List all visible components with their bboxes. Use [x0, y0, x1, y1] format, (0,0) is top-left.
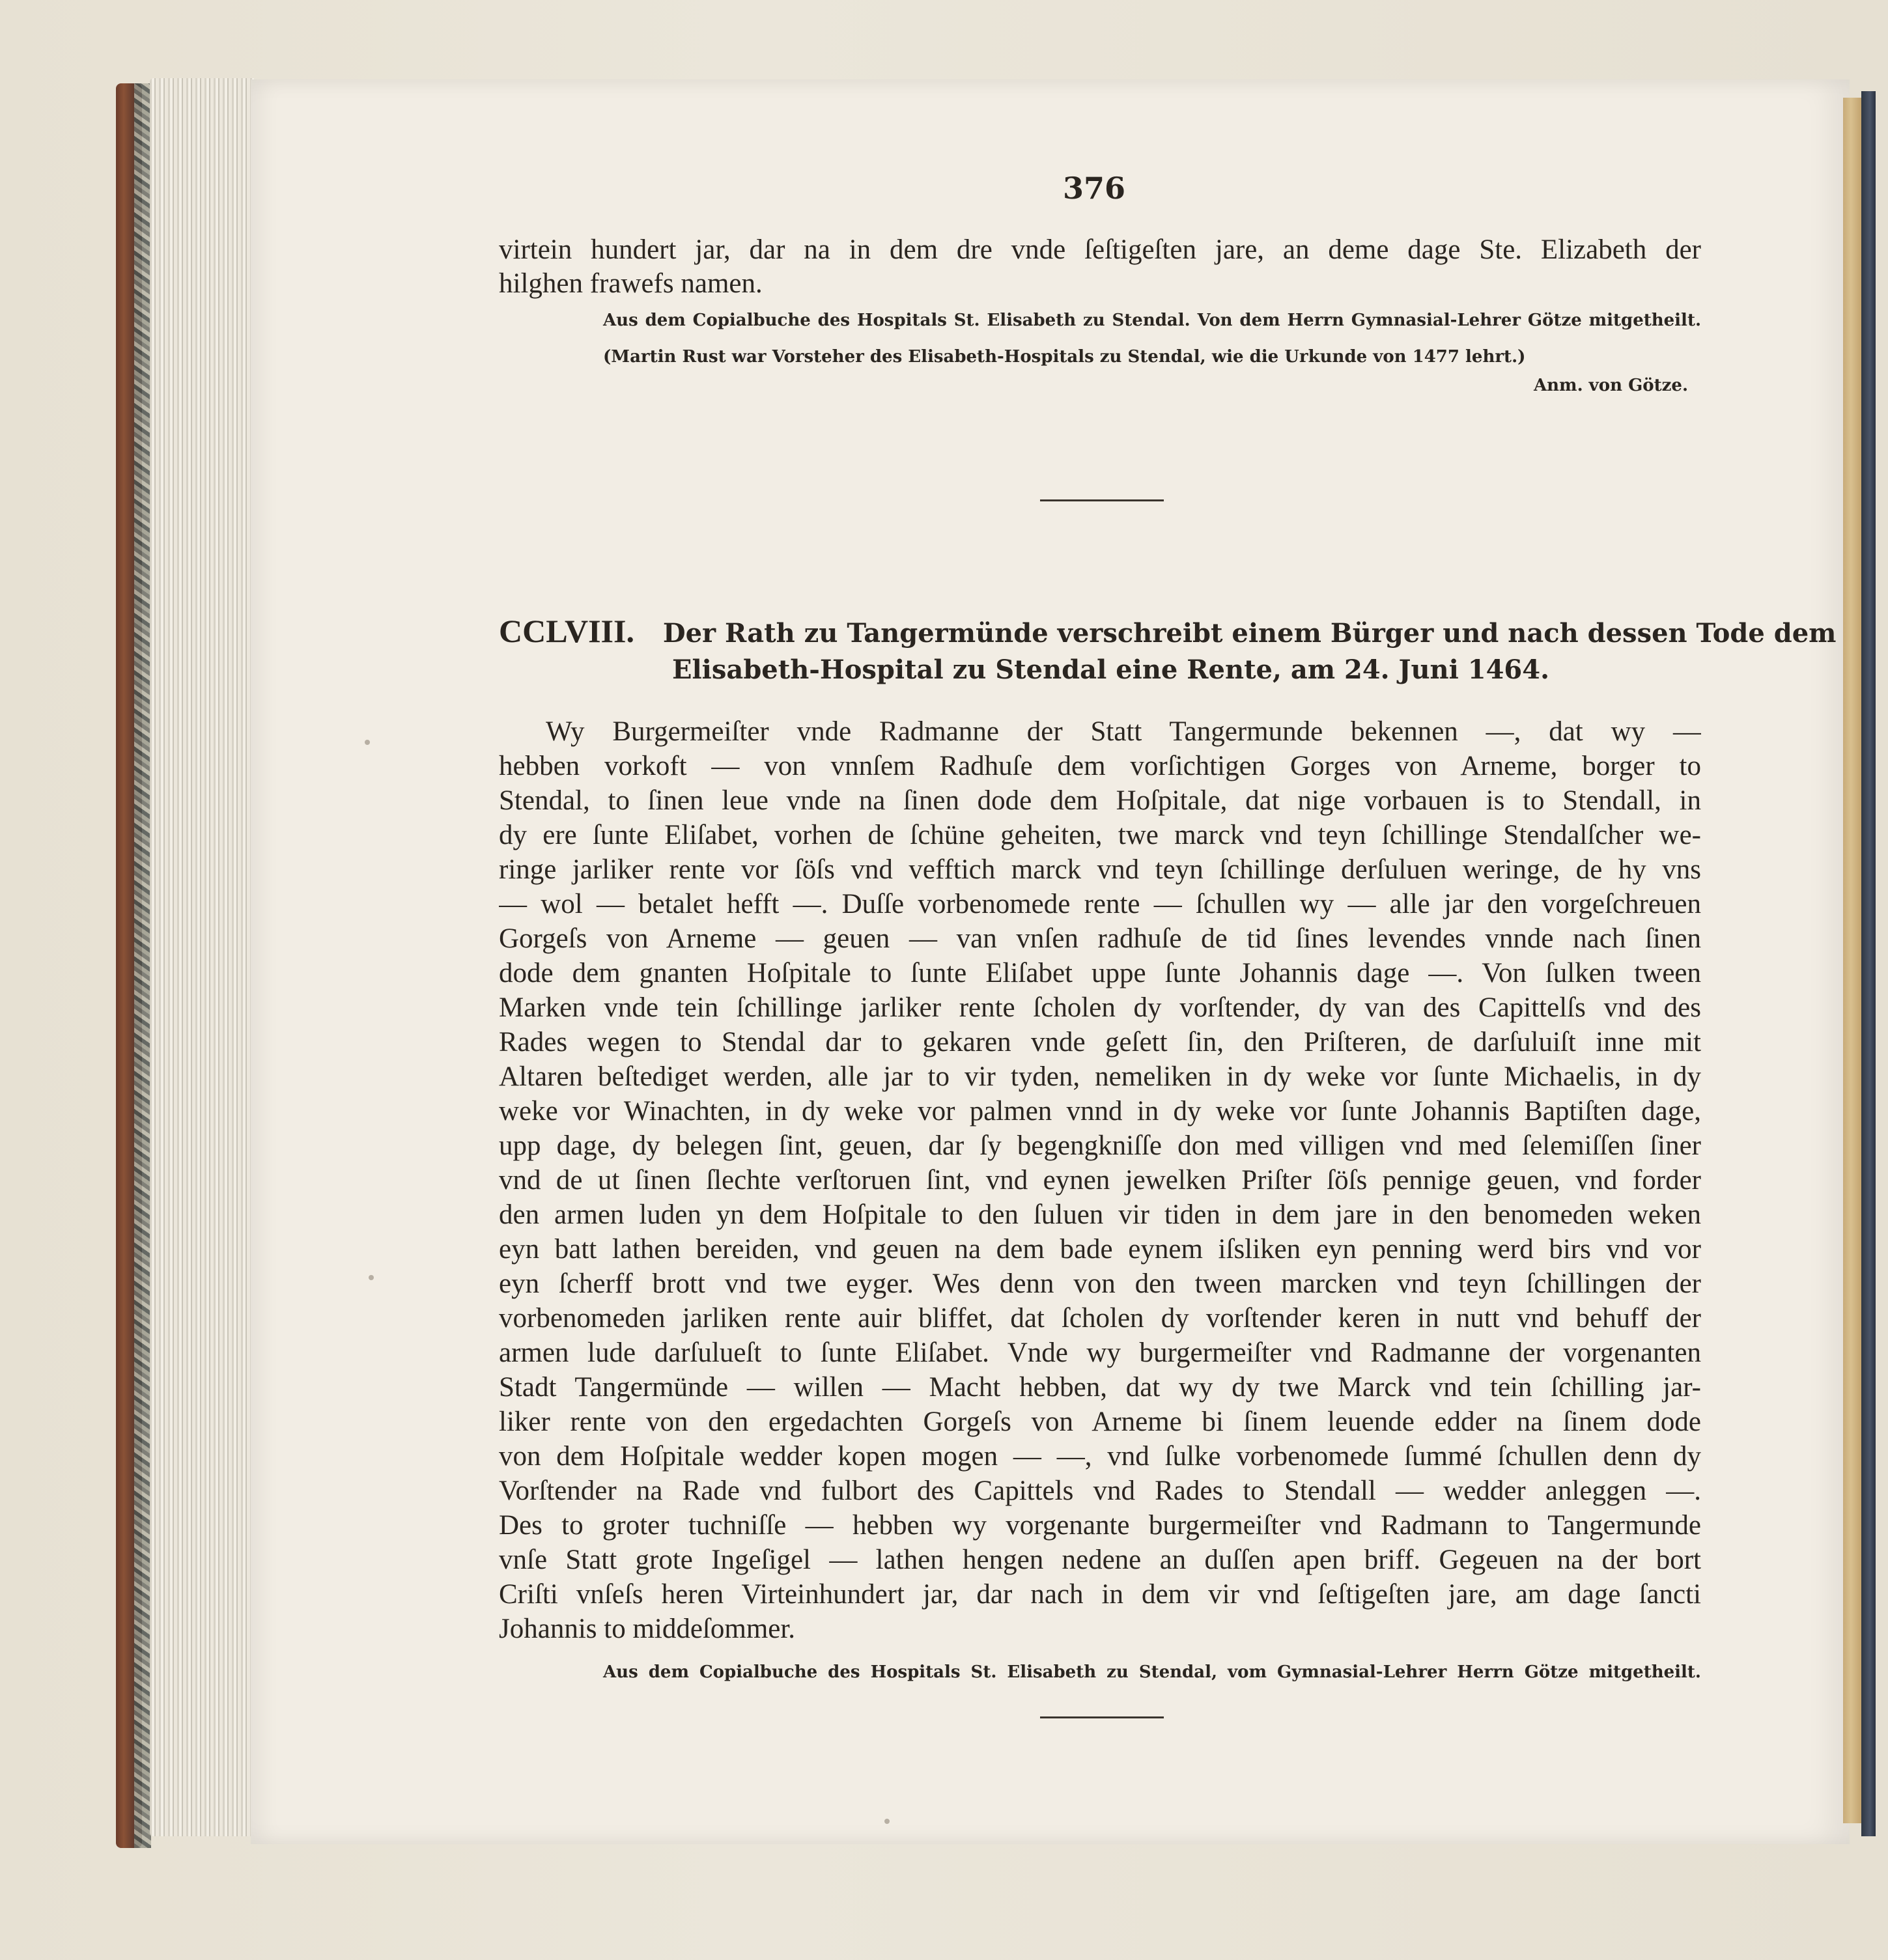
text-line: upp dage, dy belegen ſint, geuen, dar ſy begengkniſſe don med villigen vnd med ſelemiſſen ſiner — [499, 1130, 1701, 1161]
text-line: virtein hundert jar, dar na in dem dre vnde ſeſtigeſten jare, an deme dage Ste. Elizabeth der — [499, 234, 1701, 265]
text-line: Rades wegen to Stendal dar to gekaren vnde geſett ſin, den Priſteren, de darſuluiſt inne mit — [499, 1027, 1701, 1057]
text-line: Marken vnde tein ſchillinge jarliker rente ſcholen dy vorſtender, dy van des Capittelſs vnd des — [499, 992, 1701, 1023]
text-line: Gorgeſs von Arneme — geuen — van vnſen radhuſe de tid ſines levendes vnnde nach ſinen — [499, 923, 1701, 954]
document-numeral: CCLVIII. — [499, 613, 634, 649]
text-line: Des to groter tuchniſſe — hebben wy vorgenante burgermeiſter vnd Radmann to Tangermunde — [499, 1510, 1701, 1541]
text-line: dy ere ſunte Eliſabet, vorhen de ſchüne geheiten, twe marck vnd teyn ſchillinge Stendalſcher we- — [499, 820, 1701, 850]
remark-author: Anm. von Götze. — [1533, 376, 1688, 395]
text-line: weke vor Winachten, in dy weke vor palmen vnnd in dy weke vor ſunte Johannis Baptiſten dage, — [499, 1096, 1701, 1127]
text-line: — wol — betalet hefft —. Duſſe vorbenomede rente — ſchullen wy — alle jar den vorgeſchreuen — [499, 889, 1701, 919]
paper-speck — [884, 1819, 890, 1824]
text-line: Criſti vnſeſs heren Virteinhundert jar, dar nach in dem vir vnd ſeſtigeſten jare, am dage ſancti — [499, 1579, 1701, 1610]
page-number: 376 — [1062, 171, 1126, 206]
text-line: den armen luden yn dem Hoſpitale to den ſuluen vir tiden in dem jare in den benomeden weken — [499, 1199, 1701, 1230]
heading-line-2: Elisabeth-Hospital zu Stendal eine Rente, am 24. Juni 1464. — [672, 654, 1549, 685]
paper-speck — [365, 740, 370, 745]
text-line: vnſe Statt grote Ingeſigel — lathen hengen nedene an duſſen apen briff. Gegeuen na der bort — [499, 1545, 1701, 1575]
source-note: Aus dem Copialbuche des Hospitals St. Elisabeth zu Stendal. Von dem Herrn Gymnasial-Lehrer Götze mitgetheilt. — [603, 311, 1701, 330]
remark-note: (Martin Rust war Vorsteher des Elisabeth-Hospitals zu Stendal, wie die Urkunde von 1477 lehrt.) — [603, 347, 1526, 367]
text-line: ringe jarliker rente vor ſöſs vnd vefftich marck vnd teyn ſchillinge derſuluen weringe, de hy vns — [499, 854, 1701, 885]
text-line: hebben vorkoft — von vnnſem Radhuſe dem vorſichtigen Gorges von Arneme, borger to — [499, 751, 1701, 781]
text-line: Stadt Tangermünde — willen — Macht hebben, dat wy dy twe Marck vnd tein ſchilling jar- — [499, 1372, 1701, 1403]
text-line: Johannis to middeſommer. — [499, 1614, 796, 1644]
text-line: armen lude darſulueſt to ſunte Eliſabet. Vnde wy burgermeiſter vnd Radmanne der vorgenanten — [499, 1337, 1701, 1368]
text-line: eyn batt lathen bereiden, vnd geuen na dem bade eynem iſsliken eyn penning werd birs vnd vor — [499, 1234, 1701, 1265]
page-stack-edge — [150, 78, 254, 1836]
source-note: Aus dem Copialbuche des Hospitals St. Elisabeth zu Stendal, vom Gymnasial-Lehrer Herrn Götze mitgetheilt. — [603, 1662, 1701, 1682]
right-page-edge — [1843, 98, 1863, 1823]
text-line: liker rente von den ergedachten Gorgeſs von Arneme bi ſinem leuende edder na ſinem dode — [499, 1407, 1701, 1437]
text-line: Vorſtender na Rade vnd fulbort des Capittels vnd Rades to Stendall — wedder anleggen —. — [499, 1476, 1701, 1506]
heading-line — [499, 612, 1837, 650]
section-divider — [1040, 499, 1164, 501]
text-line: hilghen frawefs namen. — [499, 268, 763, 299]
text-line: eyn ſcherff brott vnd twe eyger. Wes denn von den tween marcken vnd teyn ſchillingen der — [499, 1268, 1701, 1299]
text-line: Stendal, to ſinen leue vnde na ſinen dode dem Hoſpitale, dat nige vorbauen is to Stendall, in — [499, 785, 1701, 816]
text-line: dode dem gnanten Hoſpitale to ſunte Eliſabet uppe ſunte Johannis dage —. Von ſulken tween — [499, 958, 1701, 988]
text-line: von dem Hoſpitale wedder kopen mogen — —, vnd ſulke vorbenomede ſummé ſchullen denn dy — [499, 1441, 1701, 1472]
book-cover-right — [1861, 91, 1876, 1836]
paper-speck — [369, 1275, 374, 1280]
text-line: Wy Burgermeiſter vnde Radmanne der Statt Tangermunde bekennen —, dat wy — — [546, 716, 1701, 747]
marbled-edge — [134, 83, 151, 1848]
text-line: vnd de ut ſinen ſlechte verſtoruen ſint, vnd eynen jewelken Priſter ſöſs pennige geuen, vnd forder — [499, 1165, 1701, 1196]
text-line: vorbenomeden jarliken rente auir bliffet, dat ſcholen dy vorſtender keren in nutt vnd behuff der — [499, 1303, 1701, 1334]
heading-title: Der Rath zu Tangermünde verschreibt einem Bürger und nach dessen Tode dem — [662, 618, 1837, 649]
text-line: Altaren beſtediget werden, alle jar to vir tyden, nemeliken in dy weke vor ſunte Michaelis, in dy — [499, 1061, 1701, 1092]
end-divider — [1040, 1716, 1164, 1718]
